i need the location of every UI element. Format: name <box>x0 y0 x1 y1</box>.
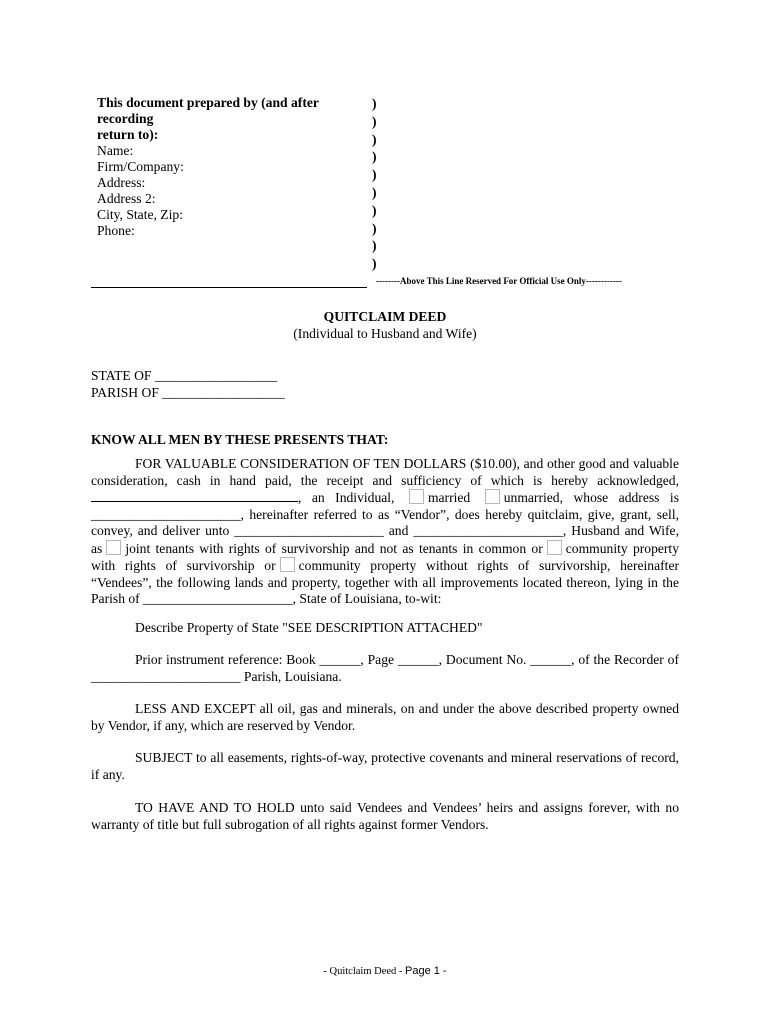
address2-field-label: Address 2: <box>97 191 156 206</box>
paren: ) <box>372 96 377 111</box>
document-title: QUITCLAIM DEED <box>323 309 447 324</box>
consideration-text: FOR VALUABLE CONSIDERATION OF TEN DOLLARS ($10.00), and other good and valuable consideration, cash in hand paid, the receipt and sufficiency of which is hereby acknowledged, <box>91 456 679 488</box>
know-all-heading: KNOW ALL MEN BY THESE PRESENTS THAT: <box>91 432 389 447</box>
return-to-label: return to): <box>97 127 159 142</box>
paren-column <box>372 95 386 273</box>
prior-instrument-text: Prior instrument reference: Book ______, Page ______, Document No. ______, of the Recorder of ______________________ Parish, Louisiana. <box>91 652 679 684</box>
as-text: as <box>91 540 103 556</box>
community-without-survivorship-checkbox[interactable] <box>280 557 295 572</box>
firm-field-label: Firm/Company: <box>97 159 184 174</box>
paren: ) <box>372 113 377 129</box>
describe-property-line: Describe Property of State "SEE DESCRIPTION ATTACHED" <box>135 620 483 635</box>
paren: ) <box>372 238 377 254</box>
parish-line: PARISH OF __________________ <box>91 385 285 400</box>
joint-tenants-label: joint tenants with rights of survivorship and not as tenants in common or <box>125 540 543 556</box>
habendum-paragraph <box>91 800 679 833</box>
prepared-by-label: This document prepared by (and after recording <box>97 95 319 126</box>
paren: ) <box>372 256 377 272</box>
paren: ) <box>372 131 377 147</box>
community-with-survivorship-checkbox[interactable] <box>547 540 562 555</box>
paren: ) <box>372 220 377 236</box>
footer-label: - Quitclaim Deed - <box>323 966 403 977</box>
subject-text: SUBJECT to all easements, rights-of-way, protective covenants and mineral reservations of record, if any. <box>91 750 679 782</box>
paren: ) <box>372 149 377 165</box>
prior-instrument-paragraph <box>91 652 679 685</box>
document-subtitle: (Individual to Husband and Wife) <box>293 326 477 341</box>
paren: ) <box>372 184 377 200</box>
state-line: STATE OF __________________ <box>91 368 278 383</box>
less-except-paragraph <box>91 701 679 734</box>
unmarried-checkbox[interactable] <box>485 489 500 504</box>
unmarried-label: unmarried, whose address is <box>503 490 679 505</box>
address-field-label: Address: <box>97 175 146 190</box>
page-number: Page 1 - <box>405 965 447 977</box>
paren: ) <box>372 167 377 183</box>
consideration-paragraph <box>91 456 679 608</box>
city-state-zip-field-label: City, State, Zip: <box>97 207 183 222</box>
less-except-text: LESS AND EXCEPT all oil, gas and minerals, on and under the above described property owned by Vendor, if any, which are reserved by Vendor. <box>91 701 679 733</box>
subject-paragraph <box>91 750 679 783</box>
habendum-text: TO HAVE AND TO HOLD unto said Vendees and Vendees’ heirs and assigns forever, with no warranty of title but full subrogation of all rights against former Vendors. <box>91 800 679 832</box>
individual-text: , an Individual, <box>298 490 395 505</box>
vendor-name-blank[interactable] <box>91 489 298 502</box>
married-checkbox[interactable] <box>409 489 424 504</box>
reserved-line-label: --------Above This Line Reserved For Official Use Only------------ <box>376 276 622 286</box>
community-with-survivorship-label: community property with rights of survivorship or <box>91 540 679 573</box>
community-without-survivorship-label: community property without rights of survivorship, hereinafter “Vendees”, the following lands and property, together with all improvements located thereon, lying in the Parish of ______________________, State of Louisiana, to-wit: <box>91 558 680 606</box>
recording-divider-line <box>91 287 367 288</box>
joint-tenants-checkbox[interactable] <box>106 540 121 555</box>
page-footer <box>0 965 770 977</box>
name-field-label: Name: <box>97 143 134 158</box>
paren: ) <box>372 202 377 218</box>
venue-block <box>91 367 285 401</box>
phone-field-label: Phone: <box>97 223 135 238</box>
vendor-conveyance-text: ______________________, hereinafter referred to as “Vendor”, does hereby quitclaim, give, grant, sell, convey, and deliver unto ______________________ and ______________________, Husband and Wife, <box>91 506 679 538</box>
preparer-block <box>97 95 367 239</box>
married-label: married <box>427 490 471 505</box>
